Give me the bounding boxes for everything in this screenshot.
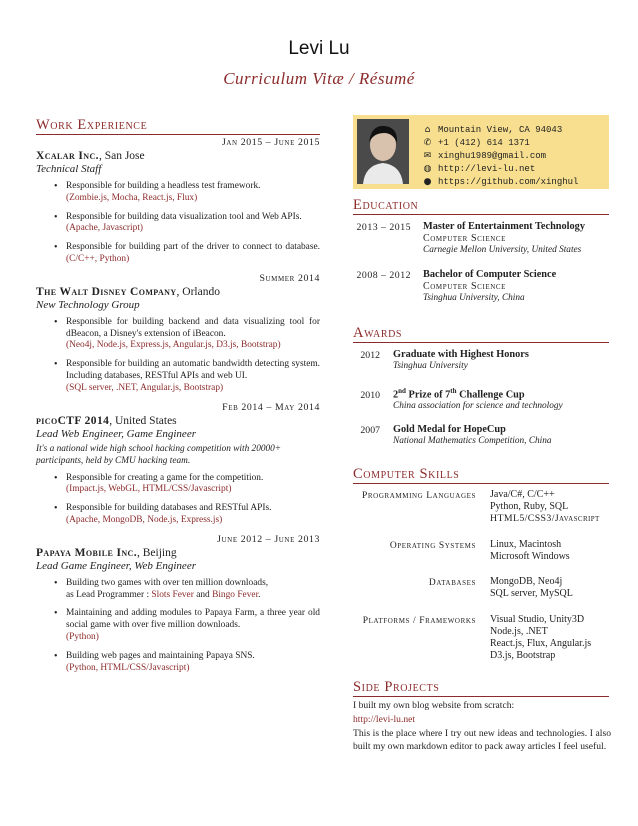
resume-name: Levi Lu — [288, 38, 350, 59]
envelope-icon: ✉ — [423, 151, 432, 161]
skill-values: MongoDB, Neo4j SQL server, MySQL — [490, 576, 573, 599]
section-rule — [353, 483, 609, 484]
contact-location: ⌂ Mountain View, CA 94043 — [438, 124, 562, 136]
award-entry — [393, 387, 613, 411]
job-company: picoCTF 2014, United States — [36, 414, 177, 427]
bullet-item: • Responsible for building backend and data visualizing tool for dBeacon, a Disney's extension of iBeacon. (Neo4j, Node.js, Express.js, Angular.js, D3.js, Bootstrap) — [66, 317, 320, 352]
job-role: Technical Staff — [36, 163, 102, 175]
section-rule — [353, 342, 609, 343]
skill-values: Visual Studio, Unity3D Node.js, .NET React.js, Flux, Angular.js D3.js, Bootstrap — [490, 614, 592, 661]
profile-photo — [357, 119, 409, 184]
phone-icon: ✆ — [423, 138, 432, 148]
skill-category: Programming Languages — [362, 491, 476, 501]
job-bullets — [36, 181, 320, 266]
education-years: 2008 – 2012 — [356, 270, 411, 281]
education-degree: Master of Entertainment Technology — [423, 221, 585, 232]
bullet-item: • Building web pages and maintaining Papaya SNS. (Python, HTML/CSS/Javascript) — [66, 651, 320, 675]
award-entry — [393, 349, 613, 371]
projects-text: This is the place where I try out new ideas and technologies. I also built my own markdown editor to pack away articles I feel useful. — [353, 728, 611, 752]
job-role: Lead Game Engineer, Web Engineer — [36, 559, 196, 572]
award-title: Gold Medal for HopeCup — [393, 424, 506, 435]
award-entry — [393, 424, 613, 446]
skill-category: Platforms / Frameworks — [362, 616, 476, 626]
job-date: Summer 2014 — [259, 272, 320, 284]
job-role: Lead Web Engineer, Game Engineer — [36, 427, 196, 440]
skill-values: Linux, Macintosh Microsoft Windows — [490, 539, 570, 562]
award-year: 2007 — [360, 425, 380, 436]
education-entry — [423, 269, 613, 303]
section-rule — [36, 134, 320, 135]
resume-subtitle: Curriculum Vitæ / Résumé — [223, 69, 415, 88]
job-entry — [36, 534, 320, 675]
education-school: Carnegie Mellon University, United States — [423, 245, 582, 255]
bullet-item: • Building two games with over ten million downloads, as Lead Programmer : Slots Fever and Bingo Fever. — [66, 578, 320, 602]
work-list — [36, 137, 320, 681]
job-entry — [36, 137, 320, 266]
globe-icon: ◍ — [423, 164, 432, 174]
education-dept: Computer Science — [423, 281, 507, 292]
section-title-awards: Awards — [353, 325, 403, 341]
contact-github[interactable]: ● https://github.com/xinghul — [423, 177, 579, 187]
job-company: Papaya Mobile Inc., Beijing — [36, 546, 177, 559]
skill-category: Databases — [428, 578, 476, 588]
job-date: June 2012 – June 2013 — [217, 533, 320, 545]
job-date: Feb 2014 – May 2014 — [222, 401, 320, 413]
skill-values: Java/C#, C/C++ Python, Ruby, SQL HTML5/CSS3/Javascript — [490, 489, 600, 524]
game-link[interactable]: Bingo Fever — [212, 589, 259, 600]
award-year: 2012 — [360, 350, 380, 361]
job-role: New Technology Group — [36, 298, 140, 311]
bullet-item: • Responsible for creating a game for the competition. (Impact.js, WebGL, HTML/CSS/Javascript) — [66, 473, 320, 497]
bullet-item: • Responsible for building an automatic bandwidth detecting system. Including databases, RESTful APIs and web UI. (SQL server, .NET, Angular.js, Bootstrap) — [66, 359, 320, 394]
award-org: Tsinghua University — [393, 361, 468, 371]
section-rule — [353, 214, 609, 215]
contact-email[interactable]: ✉ xinghu1989@gmail.com — [423, 151, 547, 161]
education-years: 2013 – 2015 — [356, 222, 411, 233]
bullet-item: • Responsible for building data visualization tool and Web APIs. (Apache, Javascript) — [66, 212, 320, 236]
section-title-education: Education — [353, 197, 419, 213]
github-icon: ● — [423, 177, 432, 187]
contact-website[interactable]: ◍ http://levi-lu.net — [423, 164, 536, 174]
bullet-item: • Responsible for building part of the driver to connect to database. (C/C++, Python) — [66, 242, 320, 266]
job-company: Xcalar Inc., San Jose — [36, 150, 145, 162]
home-icon: ⌂ — [424, 125, 431, 135]
bullet-item: • Maintaining and adding modules to Papaya Farm, a three year old social game with over five million downloads. (Python) — [66, 608, 320, 643]
job-description: It's a national wide high school hacking competition with 20000+ participants, held by CMU hacking team. — [36, 443, 282, 466]
job-bullets — [36, 317, 320, 395]
bullet-item: • Responsible for building databases and RESTful APIs. (Apache, MongoDB, Node.js, Express.js) — [66, 503, 320, 527]
award-year: 2010 — [360, 390, 380, 401]
projects-link[interactable]: http://levi-lu.net — [353, 714, 416, 726]
award-title: 2nd Prize of 7th Challenge Cup — [393, 387, 525, 401]
award-title: Graduate with Highest Honors — [393, 349, 529, 360]
education-school: Tsinghua University, China — [423, 293, 525, 303]
job-bullets — [36, 473, 320, 527]
skill-category: Operating Systems — [389, 541, 476, 551]
job-entry — [36, 273, 320, 395]
bullet-item: • Responsible for building a headless test framework. (Zombie.js, Mocha, React.js, Flux) — [66, 181, 320, 205]
projects-intro: I built my own blog website from scratch: — [353, 700, 515, 711]
section-rule — [353, 696, 609, 697]
education-dept: Computer Science — [423, 233, 507, 244]
section-title-work: Work Experience — [36, 117, 148, 133]
section-title-skills: Computer Skills — [353, 466, 460, 482]
award-org: China association for science and technology — [393, 401, 563, 412]
projects-body — [353, 700, 611, 753]
education-degree: Bachelor of Computer Science — [423, 269, 557, 280]
job-bullets — [36, 578, 320, 675]
job-entry — [36, 402, 320, 527]
education-entry — [423, 221, 613, 255]
game-link[interactable]: Slots Fever — [151, 589, 194, 600]
contact-phone: ✆ +1 (412) 614 1371 — [423, 138, 530, 148]
section-title-projects: Side Projects — [353, 679, 440, 695]
award-org: National Mathematics Competition, China — [393, 436, 552, 446]
job-date: Jan 2015 – June 2015 — [221, 137, 320, 148]
job-company: The Walt Disney Company, Orlando — [36, 285, 220, 298]
